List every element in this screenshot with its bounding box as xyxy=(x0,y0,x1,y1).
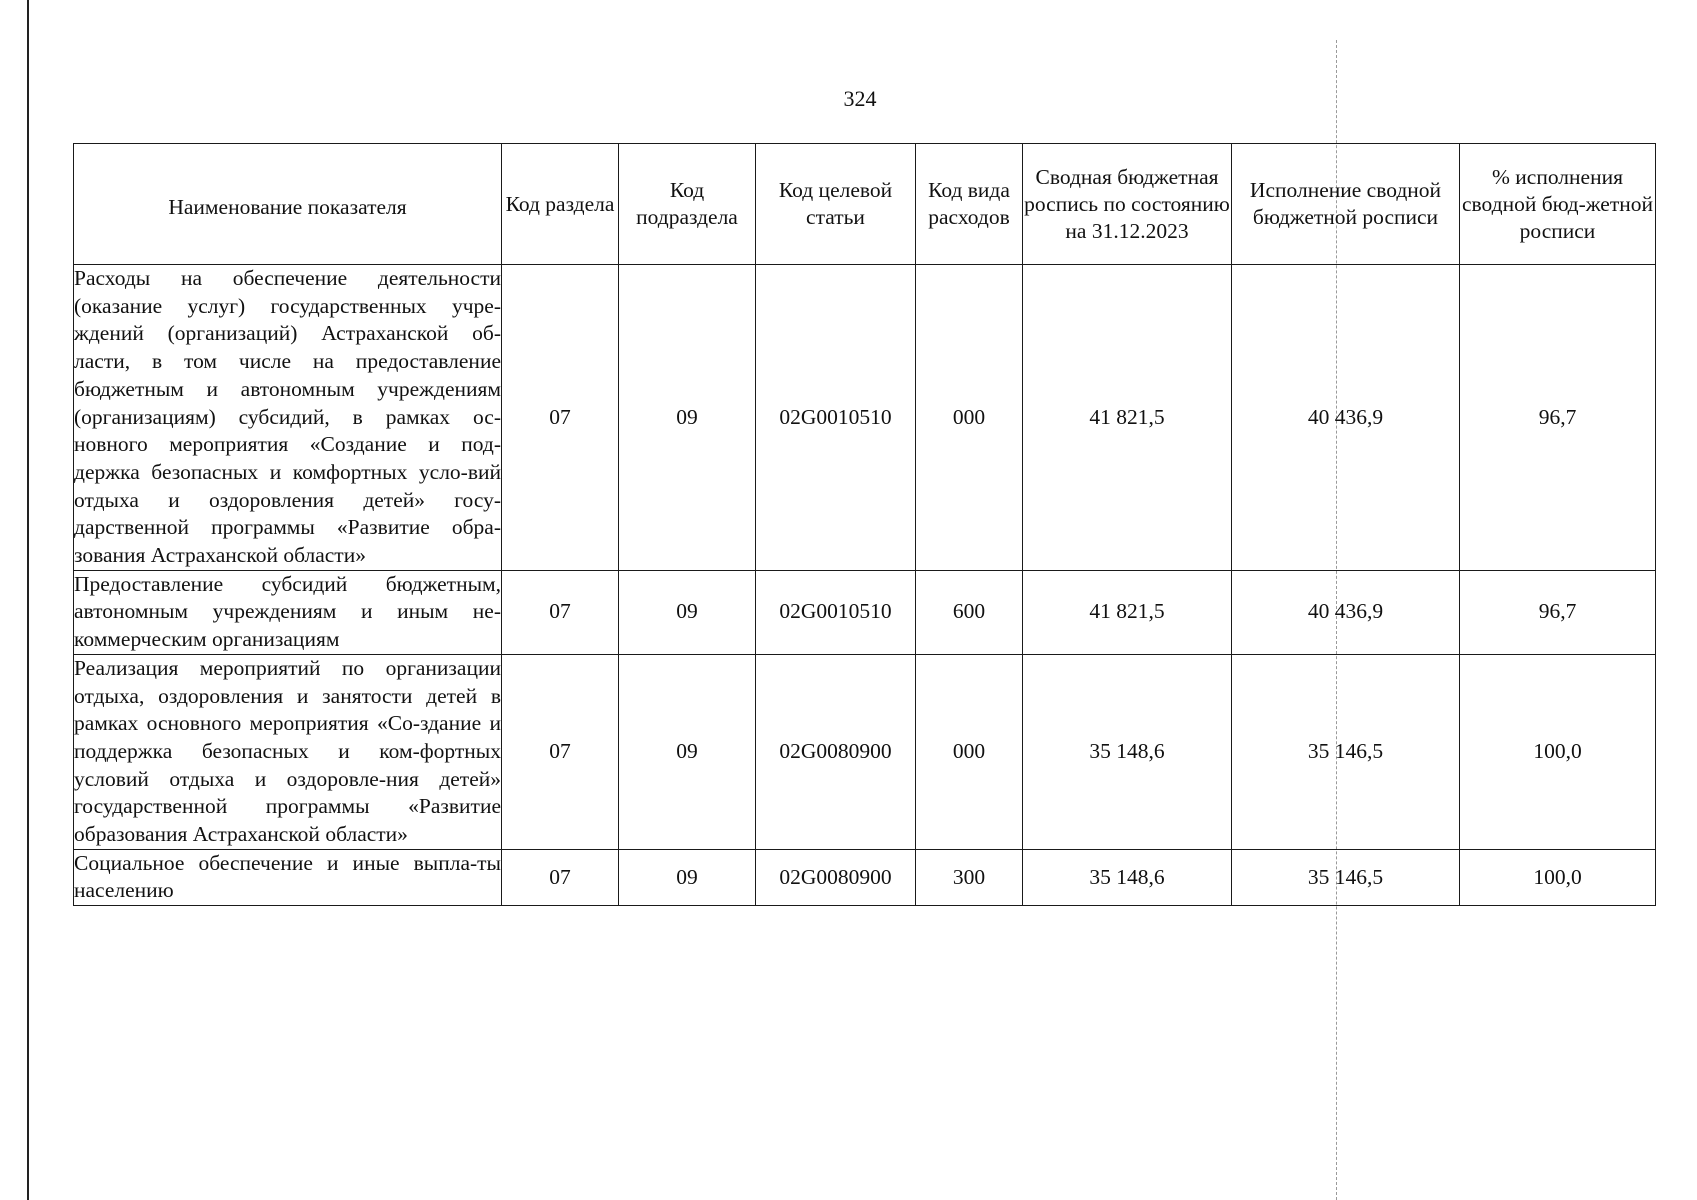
row-budget-amount: 41 821,5 xyxy=(1023,265,1232,571)
row-name: Социальное обеспечение и иные выпла-ты населению xyxy=(74,849,502,905)
budget-execution-table xyxy=(73,143,1656,906)
table-row xyxy=(74,570,1656,654)
row-subsection-code: 09 xyxy=(619,570,756,654)
header-target-code: Код целевой статьи xyxy=(756,144,916,265)
row-expense-type-code: 000 xyxy=(916,654,1023,849)
row-execution-percent: 96,7 xyxy=(1460,265,1656,571)
row-section-code: 07 xyxy=(502,265,619,571)
row-target-code: 02G0010510 xyxy=(756,570,916,654)
table-row xyxy=(74,654,1656,849)
scan-left-edge xyxy=(27,0,29,1200)
row-target-code: 02G0010510 xyxy=(756,265,916,571)
row-execution-percent: 100,0 xyxy=(1460,849,1656,905)
row-name: Предоставление субсидий бюджетным, автономным учреждениям и иным не-коммерческим организациям xyxy=(74,570,502,654)
table-row xyxy=(74,265,1656,571)
row-executed-amount: 35 146,5 xyxy=(1232,849,1460,905)
row-execution-percent: 96,7 xyxy=(1460,570,1656,654)
row-budget-amount: 41 821,5 xyxy=(1023,570,1232,654)
header-subsection-code: Код подраздела xyxy=(619,144,756,265)
row-subsection-code: 09 xyxy=(619,849,756,905)
row-subsection-code: 09 xyxy=(619,654,756,849)
table-header-row xyxy=(74,144,1656,265)
row-name: Реализация мероприятий по организации отдыха, оздоровления и занятости детей в рамках основного мероприятия «Со-здание и поддержка безопасных и ком-фортных условий отдыха и оздоровле-ния детей» государственной программы «Развитие образования Астраханской области» xyxy=(74,654,502,849)
row-executed-amount: 40 436,9 xyxy=(1232,265,1460,571)
row-subsection-code: 09 xyxy=(619,265,756,571)
row-target-code: 02G0080900 xyxy=(756,654,916,849)
row-target-code: 02G0080900 xyxy=(756,849,916,905)
row-expense-type-code: 000 xyxy=(916,265,1023,571)
header-budget-schedule: Сводная бюджетная роспись по состоянию на 31.12.2023 xyxy=(1023,144,1232,265)
row-expense-type-code: 600 xyxy=(916,570,1023,654)
header-name: Наименование показателя xyxy=(74,144,502,265)
header-expense-type-code: Код вида расходов xyxy=(916,144,1023,265)
row-section-code: 07 xyxy=(502,654,619,849)
row-section-code: 07 xyxy=(502,570,619,654)
row-execution-percent: 100,0 xyxy=(1460,654,1656,849)
page-number: 324 xyxy=(843,86,877,111)
header-execution: Исполнение сводной бюджетной росписи xyxy=(1232,144,1460,265)
row-section-code: 07 xyxy=(502,849,619,905)
row-executed-amount: 40 436,9 xyxy=(1232,570,1460,654)
row-expense-type-code: 300 xyxy=(916,849,1023,905)
row-name: Расходы на обеспечение деятельности (оказание услуг) государственных учре-ждений (организаций) Астраханской об-ласти, в том числе на предоставление бюджетным и автономным учреждениям (организациям) субсидий, в рамках ос-новного мероприятия «Создание и под-держка безопасных и комфортных усло-вий отдыха и оздоровления детей» госу-дарственной программы «Развитие обра-зования Астраханской области» xyxy=(74,265,502,571)
row-budget-amount: 35 148,6 xyxy=(1023,654,1232,849)
header-section-code: Код раздела xyxy=(502,144,619,265)
row-budget-amount: 35 148,6 xyxy=(1023,849,1232,905)
row-executed-amount: 35 146,5 xyxy=(1232,654,1460,849)
header-execution-percent: % исполнения сводной бюд-жетной росписи xyxy=(1460,144,1656,265)
table-row xyxy=(74,849,1656,905)
